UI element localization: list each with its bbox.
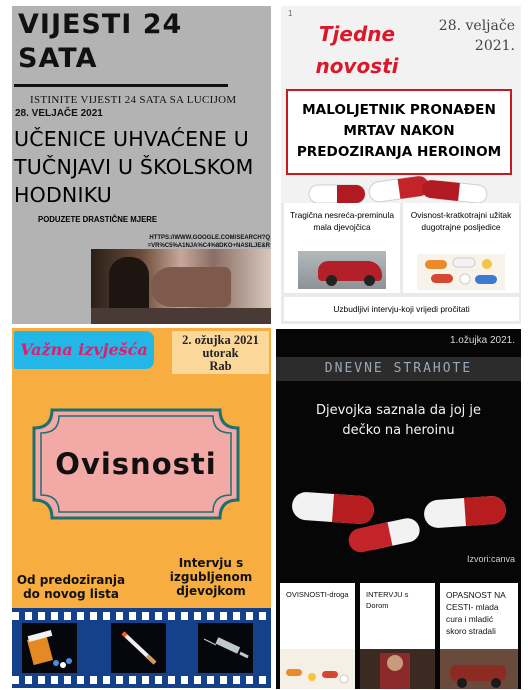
teaser-column-addiction[interactable] — [280, 583, 355, 689]
image-credit: Izvori:canva — [466, 554, 515, 564]
page-date: 1.ožujka 2021. — [449, 335, 515, 346]
cigarette-icon — [111, 623, 166, 673]
page-number: 1 — [288, 9, 293, 18]
lower-section — [281, 203, 521, 324]
page-title — [307, 18, 407, 82]
center-word: Ovisnosti — [55, 447, 217, 481]
capsules-illustration — [281, 173, 521, 207]
date-line-1: 2. ožujka 2021 — [182, 333, 259, 347]
caption-left[interactable]: Od predoziranja do novog lista — [16, 573, 126, 601]
section-banner — [14, 331, 154, 369]
film-frame-syringe — [198, 623, 253, 673]
news-card-addiction[interactable] — [403, 203, 519, 293]
capsule-icon — [309, 185, 365, 203]
title-line-2: novosti — [315, 54, 399, 78]
title-line-1: Tjedne — [318, 22, 396, 46]
main-headline — [288, 100, 510, 163]
card-text: Tragična nesreća-preminula mala djevojčica — [290, 210, 394, 232]
film-perforations — [12, 676, 271, 684]
pills-thumbnail — [280, 649, 355, 689]
fight-photo — [91, 249, 271, 324]
column-text: OVISNOSTI-droga — [286, 590, 349, 599]
main-headline: Djevojka saznala da joj je dečko na heroinu — [315, 403, 482, 438]
date-line-1: 28. veljače — [438, 18, 515, 34]
title-line-1: VIJESTI 24 — [18, 9, 183, 40]
card-text: Ovisnost-kratkotrajni užitak dugotrajne posljedice — [410, 210, 512, 232]
page-date: 28. VELJAČE 2021 — [15, 108, 103, 119]
banner-label: Važna izvješća — [20, 340, 148, 359]
headline-line-2: MRTAV NAKON — [343, 123, 455, 139]
column-text: INTERVJU s Dorom — [366, 590, 409, 610]
date-box — [172, 331, 269, 374]
news-card-accident[interactable] — [284, 203, 400, 293]
film-perforations — [12, 612, 271, 620]
car-wheel — [326, 275, 337, 286]
newspaper-page-tjedne-novosti — [281, 6, 521, 324]
newspaper-page-vijesti-24-sata — [12, 6, 271, 324]
headline-line-1: MALOLJETNIK PRONAĐEN — [302, 102, 496, 118]
sub-headline: PODUZETE DRASTIČNE MJERE — [38, 215, 158, 224]
title-divider — [14, 84, 228, 87]
capsule-icon — [421, 179, 488, 204]
car-wheel — [364, 275, 375, 286]
interview-thumbnail — [360, 649, 435, 689]
newspaper-page-vazna-izvjesca — [12, 328, 271, 688]
date-line-2: 2021. — [474, 38, 515, 54]
crashed-car-photo — [298, 251, 386, 289]
film-frame-pills — [22, 623, 77, 673]
date-line-2: utorak — [202, 346, 239, 360]
teaser-column-road-danger[interactable] — [440, 583, 518, 689]
caption-right[interactable]: Intervju s izgubljenom djevojkom — [169, 556, 253, 598]
pill-bottle-icon — [22, 623, 77, 673]
capsules-illustration — [276, 484, 521, 564]
person-figure — [151, 267, 231, 307]
page-title — [18, 8, 228, 76]
column-text: OPASNOST NA CESTI- mlada cura i mladić skoro stradali — [446, 590, 506, 636]
title-line-2: SATA — [18, 43, 98, 74]
floor — [91, 308, 271, 324]
capsule-icon — [368, 175, 430, 203]
source-link[interactable]: HTTPS://WWW.GOOGLE.COM/SEARCH?Q=VR%C5%A1NJA%C4%8DKO+NASILJE&R — [147, 235, 270, 249]
headline-line-3: PREDOZIRANJA HEROINOM — [296, 144, 502, 160]
interview-teaser[interactable]: Uzbudljivi intervju-koji vrijedi pročitati — [284, 297, 519, 321]
date-line-3: Rab — [209, 359, 232, 373]
main-headline-box — [286, 89, 512, 175]
road-accident-thumbnail — [440, 649, 518, 689]
main-headline: UČENICE UHVAĆENE U TUČNJAVI U ŠKOLSKOM HODNIKU — [14, 127, 254, 207]
film-frame-cigarette — [111, 623, 166, 673]
capsule-icon — [291, 491, 375, 525]
page-subtitle: ISTINITE VIJESTI 24 SATA SA LUCIJOM — [30, 94, 237, 106]
newspaper-page-dnevne-strahote — [276, 329, 521, 689]
film-strip — [12, 608, 271, 688]
page-date — [419, 16, 515, 56]
ornamental-frame — [30, 406, 242, 522]
capsule-icon — [423, 495, 507, 529]
teaser-column-interview[interactable] — [360, 583, 435, 689]
syringe-icon — [198, 623, 253, 673]
page-title: DNEVNE STRAHOTE — [276, 357, 521, 381]
pills-photo — [417, 254, 505, 290]
